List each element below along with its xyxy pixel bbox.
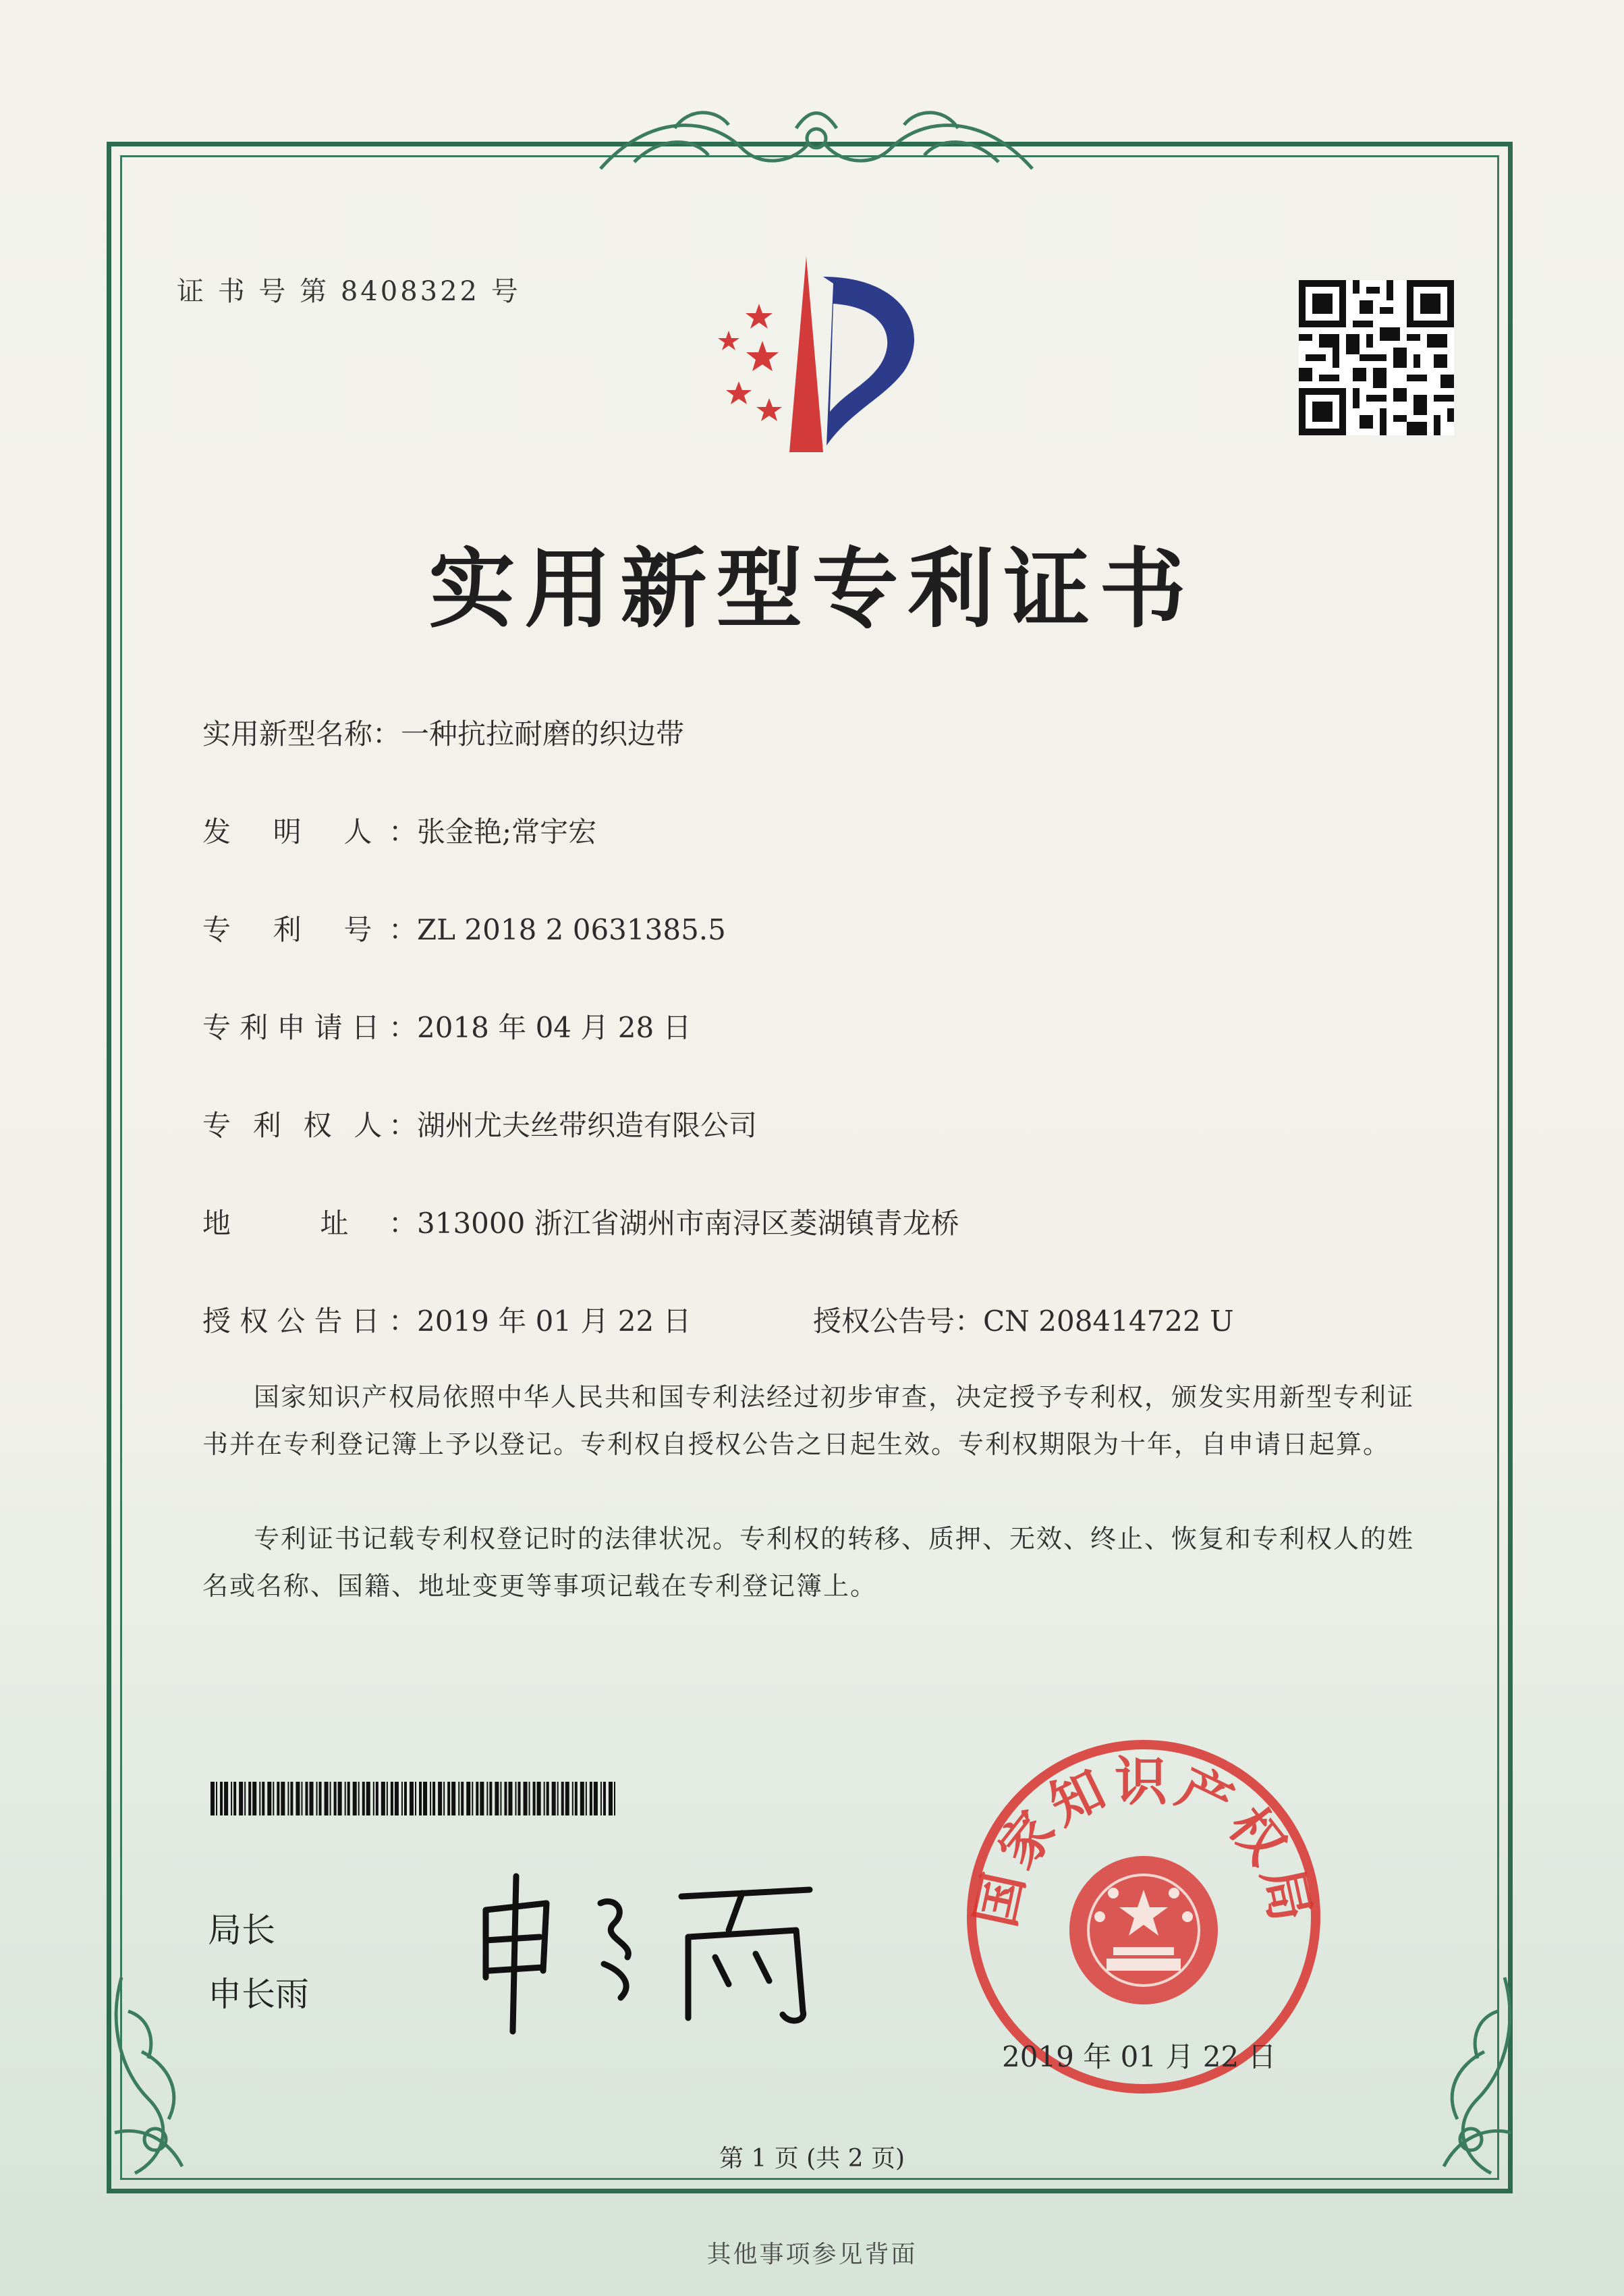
grant-date-row bbox=[202, 1299, 692, 1340]
top-scroll-ornament bbox=[594, 101, 1039, 182]
svg-text:国家知识产权局: 国家知识产权局 bbox=[965, 1751, 1322, 1932]
patentee-label: 专 利 权 人： bbox=[202, 1109, 417, 1142]
patent-number-row bbox=[202, 908, 726, 948]
director-signature bbox=[459, 1863, 837, 2038]
filing-date-label: 专利申请日： bbox=[202, 1011, 417, 1044]
director-name: 申长雨 bbox=[208, 1975, 309, 2014]
filing-date-row bbox=[202, 1006, 692, 1046]
certificate-number: 证 书 号 第 8408322 号 bbox=[177, 276, 521, 307]
grant-date-label: 授权公告日： bbox=[202, 1305, 417, 1338]
certificate-title: 实用新型专利证书 bbox=[428, 539, 1196, 640]
page-number: 第 1 页 (共 2 页) bbox=[719, 2145, 905, 2172]
grant-number-row bbox=[813, 1299, 1234, 1340]
grant-statement-paragraph: 国家知识产权局依照中华人民共和国专利法经过初步审查，决定授予专利权，颁发实用新型专利证书并在专利登记簿上予以登记。专利权自授权公告之日起生效。专利权期限为十年，自申请日起算。 bbox=[202, 1382, 1415, 1459]
address-label: 地 址： bbox=[202, 1207, 417, 1240]
qr-code bbox=[1299, 280, 1454, 435]
address-value: 313000 浙江省湖州市南浔区菱湖镇青龙桥 bbox=[417, 1207, 959, 1240]
patent-number-label: 专 利 号： bbox=[202, 913, 417, 946]
utility-model-name-label: 实用新型名称： bbox=[202, 717, 401, 750]
utility-model-name-value: 一种抗拉耐磨的织边带 bbox=[401, 717, 685, 750]
inventor-value: 张金艳;常宇宏 bbox=[417, 815, 597, 848]
seal-date: 2019 年 01 月 22 日 bbox=[1002, 2040, 1277, 2073]
patentee-row bbox=[202, 1103, 757, 1144]
inventor-row bbox=[202, 810, 596, 850]
patent-office-emblem bbox=[688, 256, 945, 452]
director-title: 局长 bbox=[208, 1911, 275, 1950]
barcode bbox=[211, 1782, 617, 1815]
address-row bbox=[202, 1201, 959, 1242]
patent-number-value: ZL 2018 2 0631385.5 bbox=[417, 913, 726, 946]
grant-number-label: 授权公告号： bbox=[813, 1305, 984, 1338]
filing-date-value: 2018 年 04 月 28 日 bbox=[417, 1011, 692, 1044]
patentee-value: 湖州尤夫丝带织造有限公司 bbox=[417, 1109, 758, 1142]
utility-model-name-row bbox=[202, 712, 684, 753]
legal-status-paragraph: 专利证书记载专利权登记时的法律状况。专利权的转移、质押、无效、终止、恢复和专利权人的姓名或名称、国籍、地址变更等事项记载在专利登记簿上。 bbox=[202, 1524, 1415, 1601]
grant-number-value: CN 208414722 U bbox=[983, 1305, 1234, 1338]
inventor-label: 发 明 人： bbox=[202, 815, 417, 848]
grant-date-value: 2019 年 01 月 22 日 bbox=[417, 1305, 692, 1338]
back-side-note: 其他事项参见背面 bbox=[706, 2241, 918, 2268]
